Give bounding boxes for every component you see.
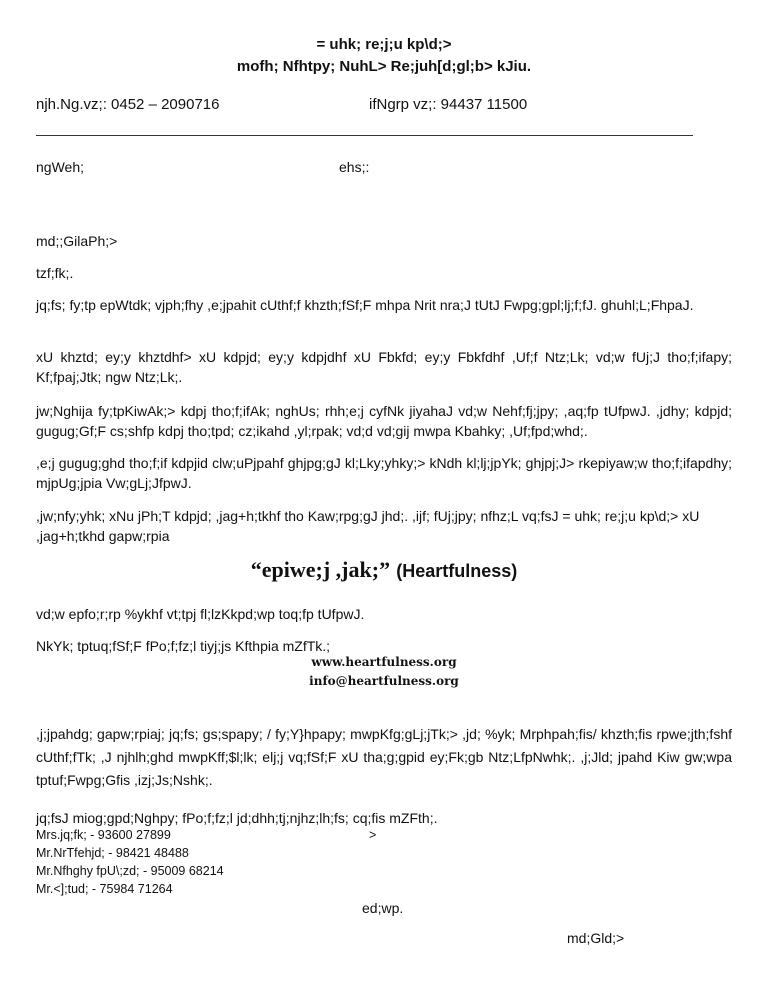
website-link[interactable]: www.heartfulness.org xyxy=(311,655,457,669)
contact-3: Mr.Nfhghy fpU\;zd; - 95009 68214 xyxy=(36,864,224,878)
paragraph-3: jw;Nghija fy;tpKiwAk;> kdpj tho;f;ifAk; nghUs; rhh;e;j cyfNk jiyahaJ vd;w Nehf;fj;jpy; ,aq;fp tUfpwJ. ,jdhy; kdpjd; gugug;Gf;F cs;shfp kdpj tho;tpd; cz;ikahd ,yl;rpak; vd;d vd;gij mwpa Kbahky; ,Uf;fpd;whd;. xyxy=(36,403,732,439)
heading-english: (Heartfulness) xyxy=(396,561,518,581)
paragraph-5: ,jw;nfy;yhk; xNu jPh;T kdpjd; ,jag+h;tkhf tho Kaw;rpg;gJ jhd;. ,ijf; fUj;jpy; nfhz;L vq;fsJ = uhk; re;j;u kp\d;> xU ,jag+h;tkhd gapw;rpia xyxy=(36,508,700,544)
date-label: ehs;: xyxy=(339,159,370,175)
sign-off: md;Gld;> xyxy=(567,930,625,946)
paragraph-2: xU khztd; ey;y khztdhf> xU kdpjd; ey;y kdpjdhf xU Fbkfd; ey;y Fbkfdhf ,Uf;f Ntz;Lk; vd;w fUj;J tho;f;ifapy; Kf;fpaj;Jtk; ngw Ntz;Lk;. xyxy=(36,349,732,385)
paragraph-6: vd;w epfo;r;rp %ykhf vt;tpj fl;lzKkpd;wp toq;fp tUfpwJ. xyxy=(36,606,365,622)
org-address: mofh; Nfhtpy; NuhL> Re;juh[d;gl;b> kJiu. xyxy=(236,58,532,75)
paragraph-1: jq;fs; fy;tp epWtdk; vjph;fhy ,e;jpahit cUthf;f khzth;fSf;F mhpa Nrit nra;J tUtJ Fwpg;gpl;lj;f;fJ. ghuhl;L;FhpaJ. xyxy=(36,297,694,313)
contact-4: Mr.<];tud; - 75984 71264 xyxy=(36,882,173,896)
contact-1: Mrs.jq;fk; - 93600 27899 xyxy=(36,828,171,842)
contact-arrow: > xyxy=(369,828,377,842)
recipient-label: ngWeh; xyxy=(36,159,84,175)
program-heading xyxy=(0,557,768,583)
salutation: md;;GilaPh;> xyxy=(36,233,118,249)
thanks: ed;wp. xyxy=(362,900,404,916)
paragraph-8: ,j;jpahdg; gapw;rpiaj; jq;fs; gs;spapy; / fy;Y}hpapy; mwpKfg;gLj;jTk;> ,jd; %yk; Mrphpah;fis/ khzth;fis rpwe;jth;fshf cUthf;fTk; ,J njhlh;ghd mwpKff;$l;lk; elj;j vq;fSf;F xU tha;g;gpid ey;Fk;gb Ntz;LfpNwhk;. ,j;Jld; jpahd Kiw gw;wpa tptuf;Fwpg;Gfis ,izj;Js;Nshk;. xyxy=(36,726,732,788)
paragraph-7: NkYk; tptuq;fSf;F fPo;f;fz;l tiyj;js Kfthpia mZfTk.; xyxy=(36,638,331,654)
paragraph-4: ,e;j gugug;ghd tho;f;if kdpjid clw;uPjpahf ghjpg;gJ kl;Lky;yhky;> kNdh kl;lj;jpYk; ghjpj;J> rkepiyaw;w tho;f;ifapdhy; mjpUg;jpia Vw;gLj;JfpwJ. xyxy=(36,455,732,491)
contact-2: Mr.NrTfehjd; - 98421 48488 xyxy=(36,846,189,860)
mobile-phone: ifNgrp vz;: 94437 11500 xyxy=(369,96,528,113)
email-link[interactable]: info@heartfulness.org xyxy=(309,674,459,688)
office-phone: njh.Ng.vz;: 0452 – 2090716 xyxy=(36,96,220,113)
heading-tamil: “epiwe;j ,jak;” xyxy=(250,557,391,582)
paragraph-9: jq;fsJ miog;gpd;Nghpy; fPo;f;fz;l jd;dhh;tj;njhz;lh;fs; cq;fis mZFth;. xyxy=(36,810,438,826)
greeting: tzf;fk;. xyxy=(36,265,74,281)
header-divider xyxy=(36,135,693,136)
org-name: = uhk; re;j;u kp\d;> xyxy=(316,36,452,53)
